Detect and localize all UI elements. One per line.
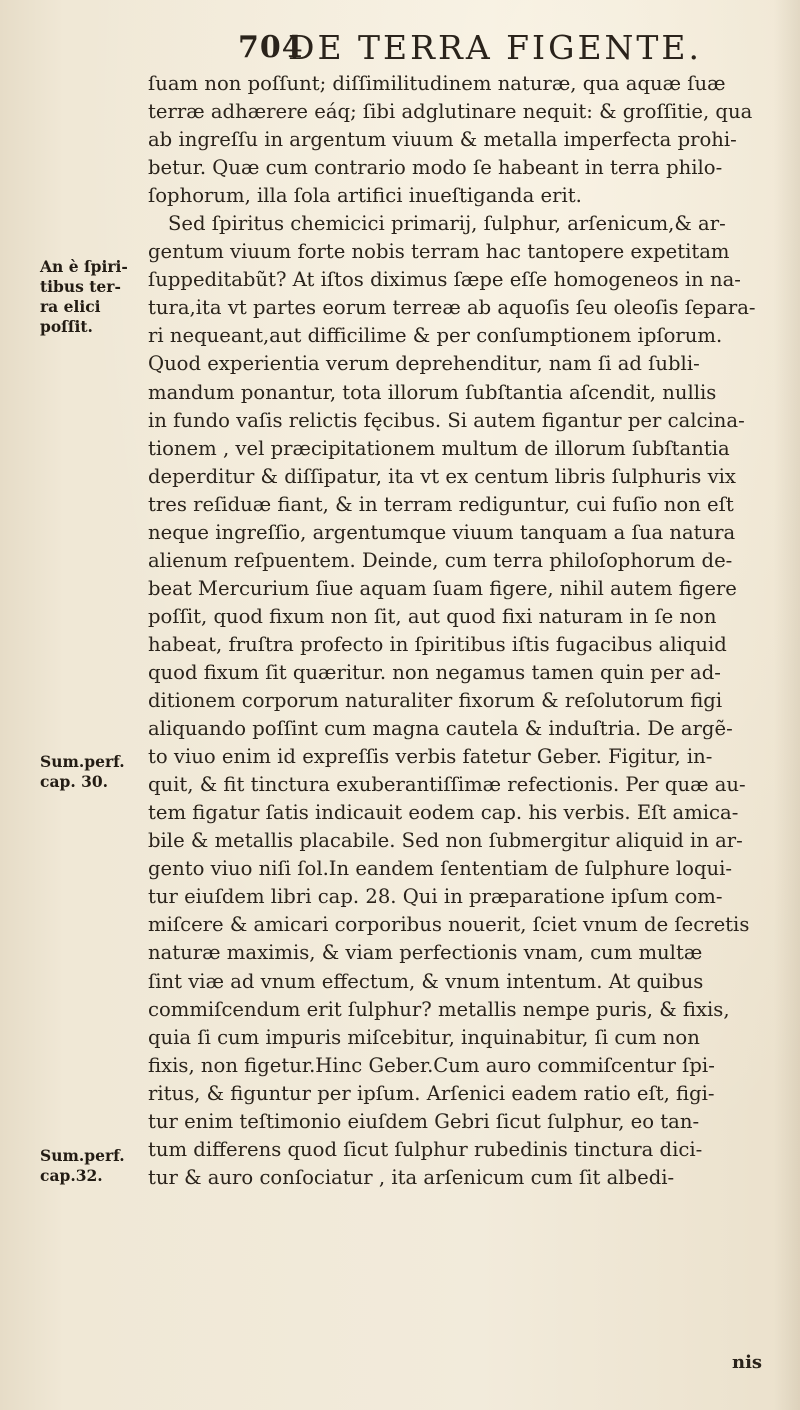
page-number: 704 bbox=[238, 30, 304, 65]
text-line: ſuam non poſſunt; diſſimilitudinem naturæ, qua aquæ ſuæ bbox=[148, 72, 726, 95]
text-line: beat Mercurium ſiue aquam ſuam figere, nihil autem figere bbox=[148, 576, 737, 600]
margin-note-line: cap. 30. bbox=[40, 772, 109, 791]
margin-note-line: Sum.perf. bbox=[40, 1146, 125, 1165]
text-line: tionem , vel præcipitationem multum de illorum ſubſtantia bbox=[148, 436, 730, 460]
text-line: quia ſi cum impuris miſcebitur, inquinabitur, ſi cum non bbox=[148, 1025, 700, 1049]
text-line: tur & auro conſociatur , ita arſenicum cum ſit albedi- bbox=[148, 1165, 675, 1189]
text-line: ſophorum, illa ſola artifici inueſtiganda erit. bbox=[148, 184, 582, 208]
page-header bbox=[0, 22, 800, 74]
margin-note-line: Sum.perf. bbox=[40, 752, 125, 771]
text-line: fixis, non figetur.Hinc Geber.Cum auro commiſcentur ſpi- bbox=[148, 1053, 715, 1077]
text-line: terræ adhærere eáq; ſibi adglutinare nequit: & groſſitie, qua bbox=[148, 100, 753, 124]
text-line: ditionem corporum naturaliter fixorum & reſolutorum figi bbox=[148, 689, 723, 713]
text-line: betur. Quæ cum contrario modo ſe habeant in terra philo- bbox=[148, 156, 723, 180]
text-line: to viuo enim id expreſſis verbis fatetur Geber. Figitur, in- bbox=[148, 745, 713, 769]
text-line: in fundo vaſis relictis fęcibus. Si autem figantur per calcina- bbox=[148, 408, 745, 432]
running-head: DE TERRA FIGENTE. bbox=[288, 28, 702, 67]
text-line: ab ingreſſu in argentum viuum & metalla imperfecta prohi- bbox=[148, 128, 737, 152]
text-line: gento viuo niſi ſol.In eandem ſententiam de ſulphure loqui- bbox=[148, 857, 733, 881]
text-line: aliquando poſſint cum magna cautela & induſtria. De argẽ- bbox=[148, 717, 733, 741]
text-line: miſcere & amicari corporibus nouerit, ſciet vnum de ſecretis bbox=[148, 913, 750, 937]
text-line: tres reſiduæ fiant, & in terram rediguntur, cui fuſio non eſt bbox=[148, 492, 734, 516]
text-line: habeat, fruſtra profecto in ſpiritibus iſtis fugacibus aliquid bbox=[148, 632, 727, 656]
margin-note-line: tibus ter- bbox=[40, 277, 121, 296]
text-line: ſuppeditabũt? At iſtos diximus ſæpe eſſe homogeneos in na- bbox=[148, 268, 741, 292]
text-line: deperditur & diſſipatur, ita vt ex centum libris ſulphuris vix bbox=[148, 464, 736, 488]
margin-note-line: ra elici bbox=[40, 297, 101, 316]
text-line: ri nequeant,aut difficilime & per conſumptionem ipſorum. bbox=[148, 324, 723, 348]
text-line: quod fixum ſit quæritur. non negamus tamen quin per ad- bbox=[148, 660, 721, 684]
text-line: Quod experientia verum deprehenditur, nam ſi ad ſubli- bbox=[148, 352, 700, 376]
text-line: tum differens quod ſicut ſulphur rubedinis tinctura dici- bbox=[148, 1137, 703, 1161]
text-line: neque ingreſſio, argentumque viuum tanquam a ſua natura bbox=[148, 520, 736, 544]
text-line: poſſit, quod fixum non ſit, aut quod fixi naturam in ſe non bbox=[148, 604, 717, 628]
text-line: tem figatur ſatis indicauit eodem cap. his verbis. Eſt amica- bbox=[148, 801, 739, 825]
text-line: quit, & fit tinctura exuberantiſſimæ refectionis. Per quæ au- bbox=[148, 773, 746, 797]
text-line: alienum reſpuentem. Deinde, cum terra philoſophorum de- bbox=[148, 548, 733, 572]
text-line: bile & metallis placabile. Sed non ſubmergitur aliquid in ar- bbox=[148, 829, 743, 853]
margin-note-line: poſſit. bbox=[40, 317, 93, 336]
text-line: commiſcendum erit ſulphur? metallis nempe puris, & fixis, bbox=[148, 997, 730, 1021]
text-line: tura,ita vt partes eorum terreæ ab aquoſis ſeu oleoſis ſepara- bbox=[148, 296, 756, 320]
margin-note-1 bbox=[40, 257, 128, 337]
catchword: nis bbox=[732, 1352, 763, 1373]
text-line: tur eiuſdem libri cap. 28. Qui in præparatione ipſum com- bbox=[148, 885, 723, 909]
margin-note-line: An è ſpiri- bbox=[40, 257, 128, 276]
margin-note-line: cap.32. bbox=[40, 1166, 103, 1185]
page-edge-shadow bbox=[774, 0, 800, 1410]
margin-note-3 bbox=[40, 1146, 125, 1186]
body-text bbox=[148, 70, 760, 1192]
margin-note-2 bbox=[40, 752, 125, 792]
text-line: gentum viuum forte nobis terram hac tantopere expetitam bbox=[148, 240, 730, 264]
text-line: ritus, & figuntur per ipſum. Arſenici eadem ratio eſt, figi- bbox=[148, 1081, 715, 1105]
text-line: ſint viæ ad vnum effectum, & vnum intentum. At quibus bbox=[148, 969, 704, 993]
text-line: tur enim teſtimonio eiuſdem Gebri ſicut ſulphur, eo tan- bbox=[148, 1109, 700, 1133]
text-line: mandum ponantur, tota illorum ſubſtantia aſcendit, nullis bbox=[148, 380, 717, 404]
text-line: Sed ſpiritus chemicici primarij, ſulphur, arſenicum,& ar- bbox=[168, 212, 726, 236]
text-line: naturæ maximis, & viam perfectionis vnam, cum multæ bbox=[148, 941, 703, 965]
